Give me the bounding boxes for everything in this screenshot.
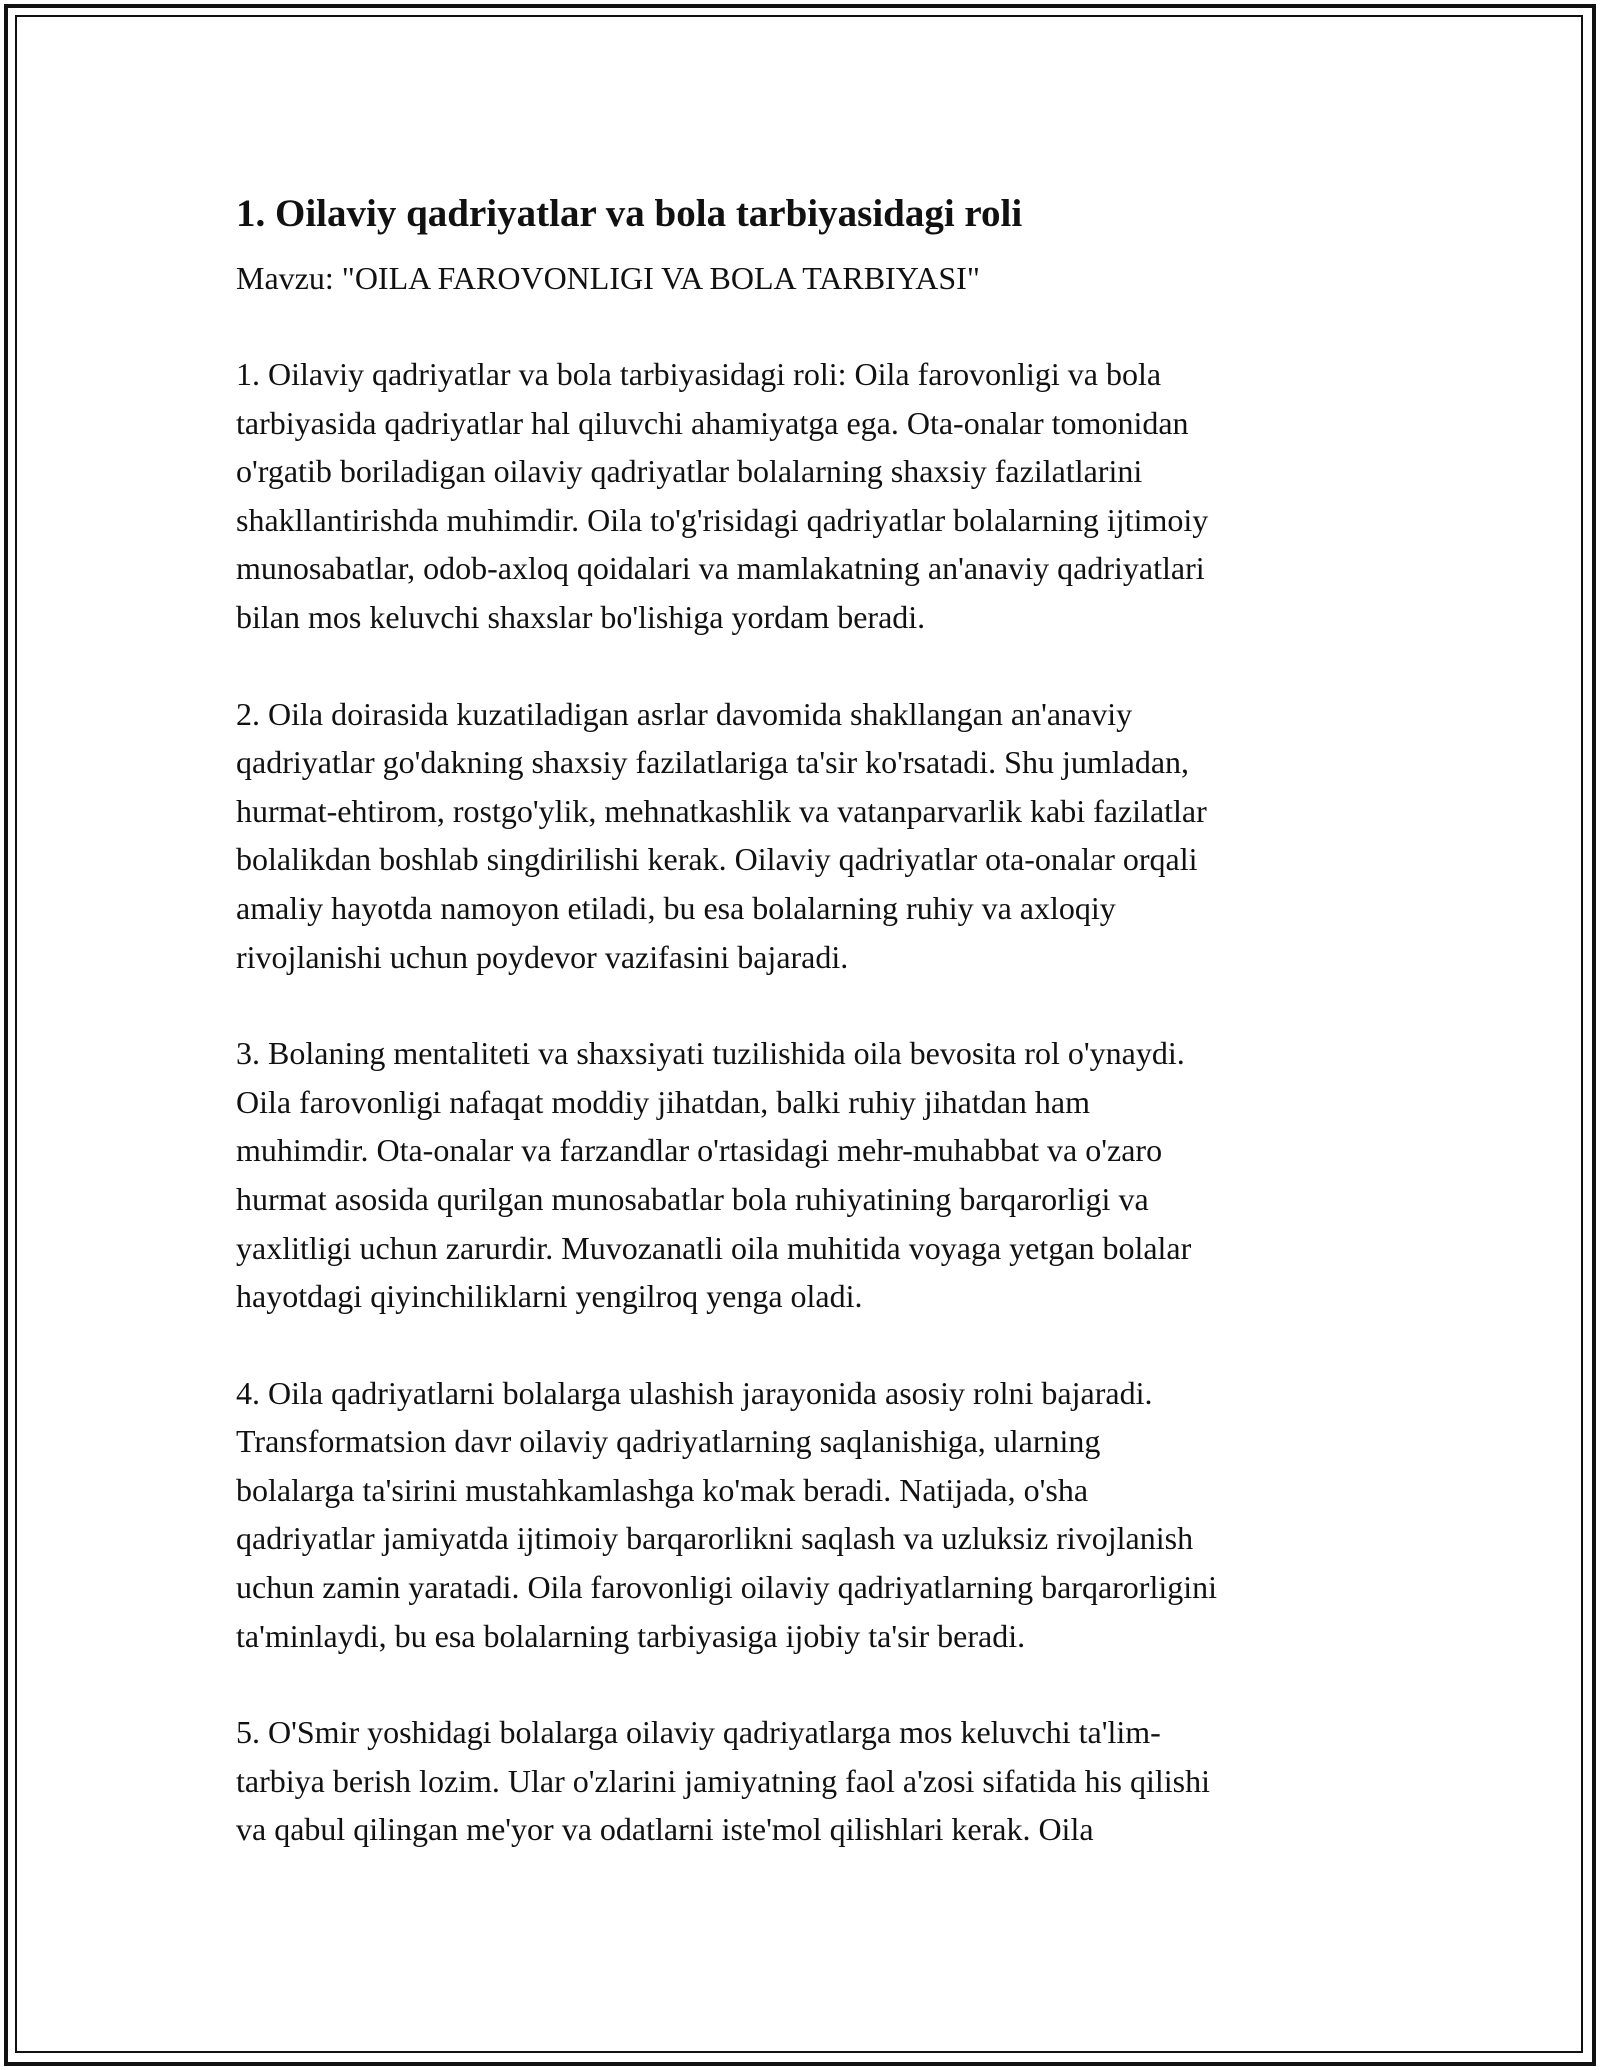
paragraph-1: 1. Oilaviy qadriyatlar va bola tarbiyasidagi roli: Oila farovonligi va bola tarbiyasida qadriyatlar hal qiluvchi ahamiyatga ega. Ota-onalar tomonidan o'rgatib boriladigan oilaviy qadriyatlar bolalarning shaxsiy fazilatlarini shakllantirishda muhimdir. Oila to'g'risidagi qadriyatlar bolalarning ijtimoiy munosabatlar, odob-axloq qoidalari va mamlakatning an'anaviy qadriyatlari bilan mos keluvchi shaxslar bo'lishiga yordam beradi. [236, 356, 1209, 635]
paragraph-2: 2. Oila doirasida kuzatiladigan asrlar davomida shakllangan an'anaviy qadriyatlar go'dakning shaxsiy fazilatlariga ta'sir ko'rsatadi. Shu jumladan, hurmat-ehtirom, rostgo'ylik, mehnatkashlik va vatanparvarlik kabi fazilatlar bolalikdan boshlab singdirilishi kerak. Oilaviy qadriyatlar ota-onalar orqali amaliy hayotda namoyon etiladi, bu esa bolalarning ruhiy va axloqiy rivojlanishi uchun poydevor vazifasini bajaradi. [236, 695, 1207, 975]
paragraph-5: 5. O'Smir yoshidagi bolalarga oilaviy qadriyatlarga mos keluvchi ta'lim- tarbiya berish lozim. Ular o'zlarini jamiyatning faol a'zosi sifatida his qilishi va qabul qilingan me'yor va odatlarni iste'mol qilishlari kerak. Oila [236, 1714, 1210, 1848]
paragraph-4: 4. Oila qadriyatlarni bolalarga ulashish jarayonida asosiy rolni bajaradi. Transformatsion davr oilaviy qadriyatlarning saqlanishiga, ularning bolalarga ta'sirini mustahkamlashga ko'mak beradi. Natijada, o'sha qadriyatlar jamiyatda ijtimoiy barqarorlikni saqlash va uzluksiz rivojlanish uchun zamin yaratadi. Oila farovonligi oilaviy qadriyatlarning barqarorligini ta'minlaydi, bu esa bolalarning tarbiyasiga ijobiy ta'sir beradi. [236, 1374, 1218, 1654]
document-subject: Mavzu: "OILA FAROVONLIGI VA BOLA TARBIYASI" [236, 260, 980, 296]
document-heading: 1. Oilaviy qadriyatlar va bola tarbiyasidagi roli [236, 192, 1023, 235]
paragraph-3: 3. Bolaning mentaliteti va shaxsiyati tuzilishida oila bevosita rol o'ynaydi. Oila farovonligi nafaqat moddiy jihatdan, balki ruhiy jihatdan ham muhimdir. Ota-onalar va farzandlar o'rtasidagi mehr-muhabbat va o'zaro hurmat asosida qurilgan munosabatlar bola ruhiyatining barqarorligi va yaxlitligi uchun zarurdir. Muvozanatli oila muhitida voyaga yetgan bolalar hayotdagi qiyinchiliklarni yengilroq yenga oladi. [236, 1035, 1192, 1315]
document-page [236, 188, 1376, 1854]
